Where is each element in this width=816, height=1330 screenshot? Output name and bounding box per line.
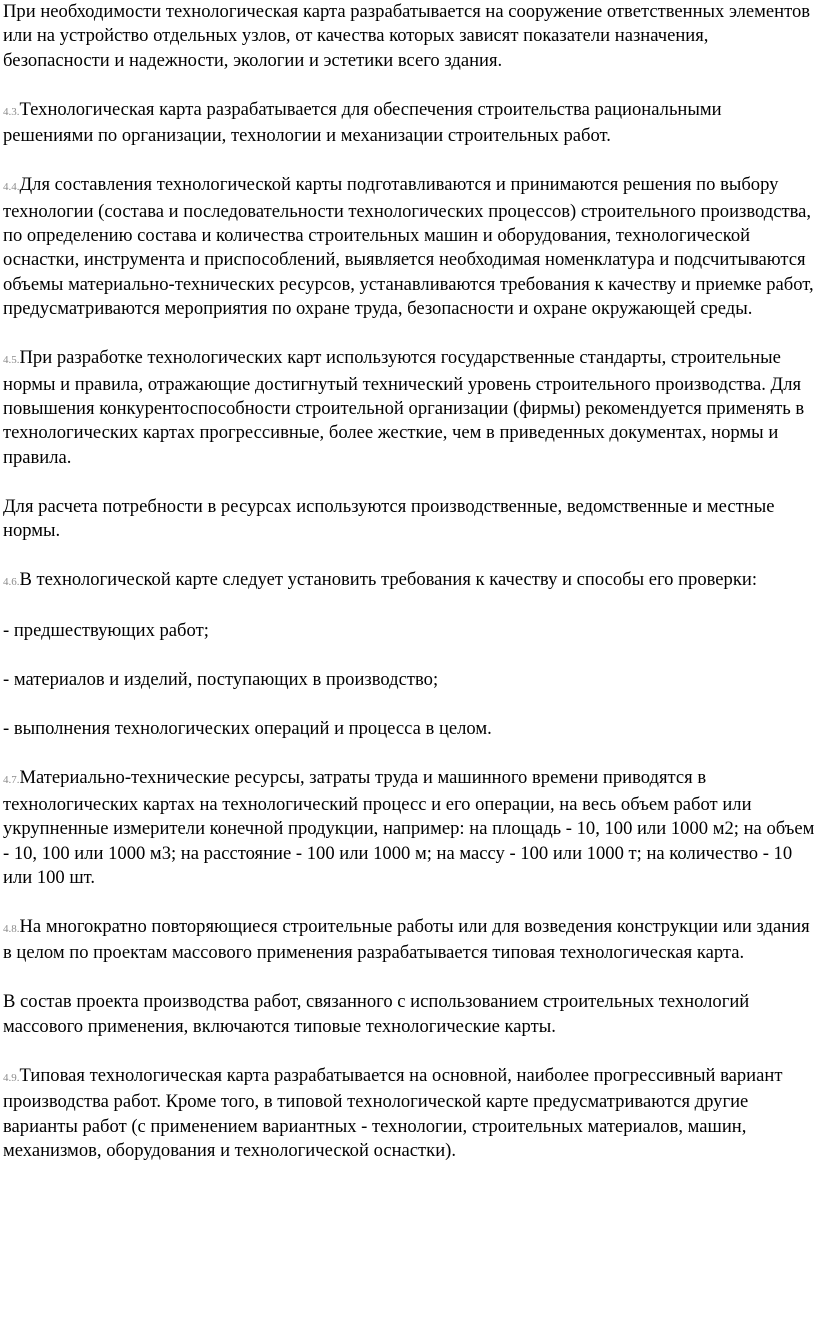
- paragraph-number: 4.8.: [3, 922, 20, 935]
- paragraph-4-6: [3, 568, 815, 594]
- paragraph-number: 4.4.: [3, 181, 20, 194]
- paragraph-text: При разработке технологических карт используются государственные стандарты, строительные нормы и правила, отражающие достигнутый технический уровень строительного производства. Для повышения конкурентоспособности строительной организации (фирмы) рекомендуется применять в технологических картах прогрессивные, более жесткие, чем в приведенных документах, нормы и правила.: [3, 347, 805, 468]
- paragraph-number: 4.3.: [3, 105, 20, 118]
- paragraph-text: Материально-технические ресурсы, затраты труда и машинного времени приводятся в технологических картах на технологический процесс и его операции, на весь объем работ или укрупненные измерители конечной продукции, например: на площадь - 10, 100 или 1000 м2; на объем - 10, 100 или 1000 м3; на расстояние - 100 или 1000 м; на массу - 100 или 1000 т; на количество - 10 или 100 шт.: [3, 767, 815, 888]
- paragraph-text: Для составления технологической карты подготавливаются и принимаются решения по выбору технологии (состава и последовательности технологических процессов) строительного производства, по определению состава и количества строительных машин и оборудования, технологической оснастки, инструмента и приспособлений, выявляется необходимая номенклатура и подсчитываются объемы материально-технических ресурсов, устанавливаются требования к качеству и приемке работ, предусматриваются мероприятия по охране труда, безопасности и охране окружающей среды.: [3, 174, 814, 320]
- paragraph-4-8: [3, 915, 815, 966]
- paragraph-text: - предшествующих работ;: [3, 620, 209, 642]
- paragraph-resource-norms: [3, 495, 815, 544]
- paragraph-text: В состав проекта производства работ, связанного с использованием строительных технологий массового применения, включаются типовые технологические карты.: [3, 991, 750, 1037]
- paragraph-text: На многократно повторяющиеся строительные работы или для возведения конструкции или здания в целом по проектам массового применения разрабатывается типовая технологическая карта.: [3, 915, 810, 964]
- paragraph-text: - выполнения технологических операций и процесса в целом.: [3, 718, 492, 740]
- paragraph-4-9: [3, 1064, 815, 1164]
- paragraph-text: Технологическая карта разрабатывается для обеспечения строительства рациональными решениями по организации, технологии и механизации строительных работ.: [3, 98, 722, 147]
- paragraph-4-5: [3, 346, 815, 470]
- paragraph-4-7: [3, 766, 815, 890]
- paragraph-typical-maps: [3, 990, 815, 1039]
- list-item-materials: [3, 668, 815, 692]
- paragraph-intro: [3, 0, 815, 73]
- paragraph-4-4: [3, 173, 815, 321]
- paragraph-number: 4.6.: [3, 576, 20, 589]
- paragraph-text: Типовая технологическая карта разрабатывается на основной, наиболее прогрессивный вариант производства работ. Кроме того, в типовой технологической карте предусматриваются другие варианты работ (с применением вариантных - технологии, строительных материалов, машин, механизмов, оборудования и технологической оснастки).: [3, 1064, 783, 1161]
- paragraph-4-3: [3, 98, 815, 149]
- paragraph-text: В технологической карте следует установить требования к качеству и способы его проверки:: [19, 569, 758, 591]
- paragraph-text: - материалов и изделий, поступающих в производство;: [3, 669, 439, 691]
- list-item-prior-works: [3, 619, 815, 643]
- paragraph-number: 4.7.: [3, 774, 20, 787]
- paragraph-text: Для расчета потребности в ресурсах используются производственные, ведомственные и местные нормы.: [3, 495, 775, 542]
- paragraph-number: 4.9.: [3, 1071, 20, 1084]
- paragraph-number: 4.5.: [3, 354, 20, 367]
- list-item-operations: [3, 717, 815, 741]
- document-body: [3, 0, 815, 1188]
- paragraph-text: При необходимости технологическая карта разрабатывается на сооружение ответственных элементов или на устройство отдельных узлов, от качества которых зависят показатели назначения, безопасности и надежности, экологии и эстетики всего здания.: [3, 1, 811, 71]
